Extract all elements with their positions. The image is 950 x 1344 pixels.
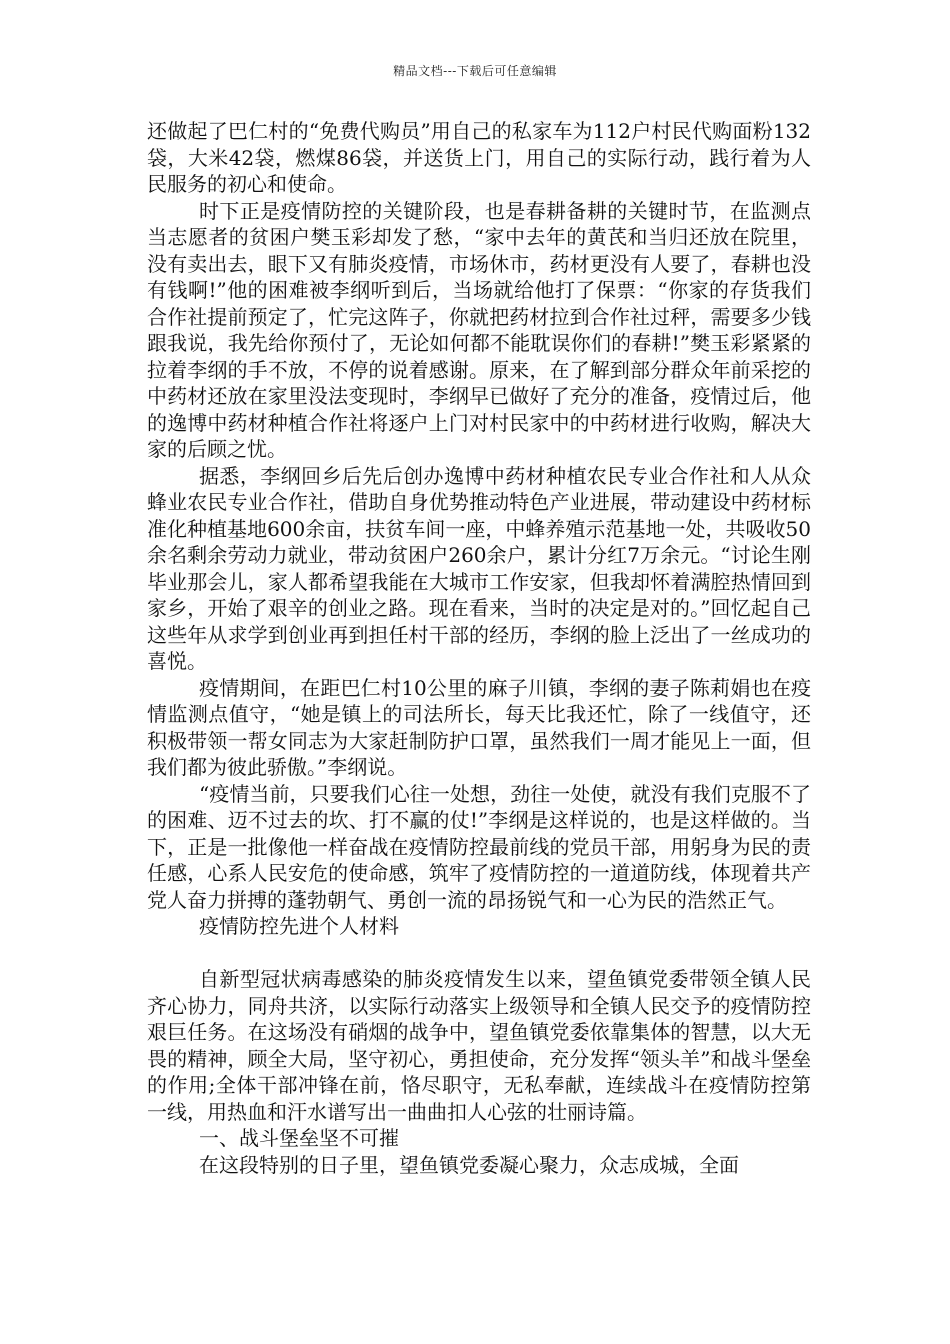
paragraph-continuation: 还做起了巴仁村的“免费代购员”用自己的私家车为112户村民代购面粉132袋，大米42袋，燃煤86袋，并送货上门，用自己的实际行动，践行着为人民服务的初心和使命。	[147, 119, 811, 196]
paragraph: 自新型冠状病毒感染的肺炎疫情发生以来，望鱼镇党委带领全镇人民齐心协力，同舟共济，以实际行动落实上级领导和全镇人民交予的疫情防控艰巨任务。在这场没有硝烟的战争中，望鱼镇党委依靠集体的智慧，以大无畏的精神，顾全大局，坚守初心，勇担使命，充分发挥“领头羊”和战斗堡垒的作用;全体干部冲锋在前，恪尽职守，无私奉献，连续战斗在疫情防控第一线，用热血和汗水谱写出一曲曲扣人心弦的壮丽诗篇。	[147, 967, 811, 1124]
paragraph: “疫情当前，只要我们心往一处想，劲往一处使，就没有我们克服不了的困难、迈不过去的坎、打不赢的仗!”李纲是这样说的，也是这样做的。当下，正是一批像他一样奋战在疫情防控最前线的党员干部，用躬身为民的责任感，心系人民安危的使命感，筑牢了疫情防控的一道道防线，体现着共产党人奋力拼搏的蓬勃朝气、勇创一流的昂扬锐气和一心为民的浩然正气。	[147, 781, 811, 912]
blank-line	[147, 940, 811, 967]
paragraph: 时下正是疫情防控的关键阶段，也是春耕备耕的关键时节，在监测点当志愿者的贫困户樊玉彩却发了愁，“家中去年的黄芪和当归还放在院里，没有卖出去，眼下又有肺炎疫情，市场休市，药材更没有人要了，春耕也没有钱啊!”他的困难被李纲听到后，当场就给他打了保票：“你家的存货我们合作社提前预定了，忙完这阵子，你就把药材拉到合作社过秤，需要多少钱跟我说，我先给你预付了，无论如何都不能耽误你们的春耕!”樊玉彩紧紧的拉着李纲的手不放，不停的说着感谢。原来，在了解到部分群众年前采挖的中药材还放在家里没法变现时，李纲早已做好了充分的准备，疫情过后，他的逸博中药材种植合作社将逐户上门对村民家中的中药材进行收购，解决大家的后顾之忧。	[147, 198, 811, 461]
paragraph: 疫情期间，在距巴仁村10公里的麻子川镇，李纲的妻子陈莉娟也在疫情监测点值守，“她是镇上的司法所长，每天比我还忙，除了一线值守，还积极带领一帮女同志为大家赶制防护口罩，虽然我们一周才能见上一面，但我们都为彼此骄傲。”李纲说。	[147, 675, 811, 779]
page-header: 精品文档---下载后可任意编辑	[393, 64, 557, 78]
subheading: 一、战斗堡垒坚不可摧	[199, 1126, 399, 1150]
paragraph: 在这段特别的日子里，望鱼镇党委凝心聚力，众志成城，全面	[199, 1152, 739, 1177]
paragraph: 据悉，李纲回乡后先后创办逸博中药材种植农民专业合作社和人从众蜂业农民专业合作社，借助自身优势推动特色产业进展，带动建设中药材标准化种植基地600余亩，扶贫车间一座，中蜂养殖示范基地一处，共吸收50余名剩余劳动力就业，带动贫困户260余户，累计分红7万余元。“讨论生刚毕业那会儿，家人都希望我能在大城市工作安家，但我却怀着满腔热情回到家乡，开始了艰辛的创业之路。现在看来，当时的决定是对的。”回忆起自己这些年从求学到创业再到担任村干部的经历，李纲的脸上泛出了一丝成功的喜悦。	[147, 463, 811, 673]
document-body	[147, 118, 811, 1178]
section-title: 疫情防控先进个人材料	[199, 914, 399, 938]
